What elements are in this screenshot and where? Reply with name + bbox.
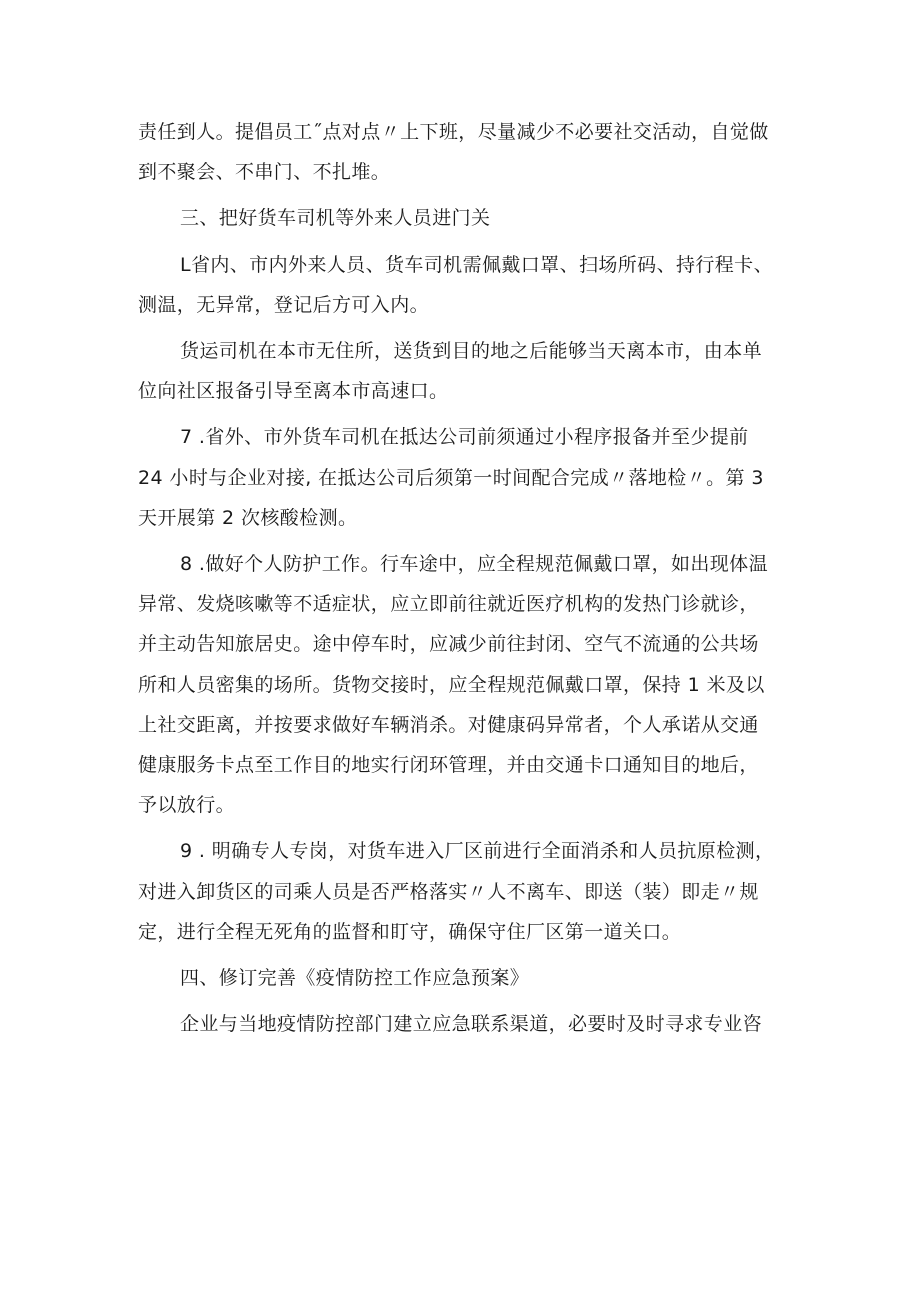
text-line: 企业与当地疫情防控部门建立应急联系渠道，必要时及时寻求专业咨 bbox=[180, 1013, 763, 1036]
text-line: 到不聚会、不串门、不扎堆。 bbox=[138, 161, 391, 184]
section-heading bbox=[138, 958, 788, 998]
paragraph bbox=[138, 417, 788, 538]
text-line: 健康服务卡点至工作目的地实行闭环管理，并由交通卡口通知目的地后， bbox=[138, 754, 759, 777]
text-line: 所和人员密集的场所。货物交接时，应全程规范佩戴口罩，保持 1 米及以 bbox=[138, 673, 765, 696]
text-line: 异常、发烧咳嗽等不适症状，应立即前往就近医疗机构的发热门诊就诊， bbox=[138, 593, 759, 616]
text-line: 对进入卸货区的司乘人员是否严格落实〃人不离车、即送（装）即走〃规 bbox=[138, 880, 759, 903]
paragraph bbox=[138, 544, 788, 825]
text-line: 测温，无异常，登记后方可入内。 bbox=[138, 293, 430, 316]
text-line: 责任到人。提倡员工˝点对点〃上下班，尽量减少不必要社交活动，自觉做 bbox=[138, 121, 769, 143]
paragraph bbox=[138, 331, 788, 411]
text-line: 9 . 明确专人专岗，对货车进入厂区前进行全面消杀和人员抗原检测， bbox=[180, 840, 775, 863]
paragraph bbox=[138, 245, 788, 325]
text-line: 三、把好货车司机等外来人员进门关 bbox=[180, 207, 491, 230]
text-line: 8 .做好个人防护工作。行车途中，应全程规范佩戴口罩，如出现体温 bbox=[180, 553, 768, 576]
text-line: 予以放行。 bbox=[138, 794, 236, 817]
text-line: 位向社区报备引导至离本市高速口。 bbox=[138, 380, 449, 403]
paragraph bbox=[138, 112, 788, 192]
text-line: 上社交距离，并按要求做好车辆消杀。对健康码异常者，个人承诺从交通 bbox=[138, 713, 759, 736]
text-line: 并主动告知旅居史。途中停车时，应减少前往封闭、空气不流通的公共场 bbox=[138, 633, 759, 656]
paragraph bbox=[138, 1004, 788, 1044]
text-line: 货运司机在本市无住所，送货到目的地之后能够当天离本市，由本单 bbox=[180, 340, 763, 363]
text-line: 24 小时与企业对接, 在抵达公司后须第一时间配合完成〃落地检〃。第 3 bbox=[138, 466, 764, 489]
paragraph bbox=[138, 831, 788, 952]
text-line: 四、修订完善《疫情防控工作应急预案》 bbox=[180, 967, 530, 990]
text-line: 7 .省外、市外货车司机在抵达公司前须通过小程序报备并至少提前 bbox=[180, 426, 749, 449]
text-line: 定，进行全程无死角的监督和盯守，确保守住厂区第一道关口。 bbox=[138, 920, 682, 943]
text-line: L省内、市内外来人员、货车司机需佩戴口罩、扫场所码、持行程卡、 bbox=[180, 253, 773, 276]
section-heading bbox=[138, 198, 788, 238]
document-body bbox=[138, 112, 788, 1050]
text-line: 天开展第 2 次核酸检测。 bbox=[138, 506, 358, 529]
